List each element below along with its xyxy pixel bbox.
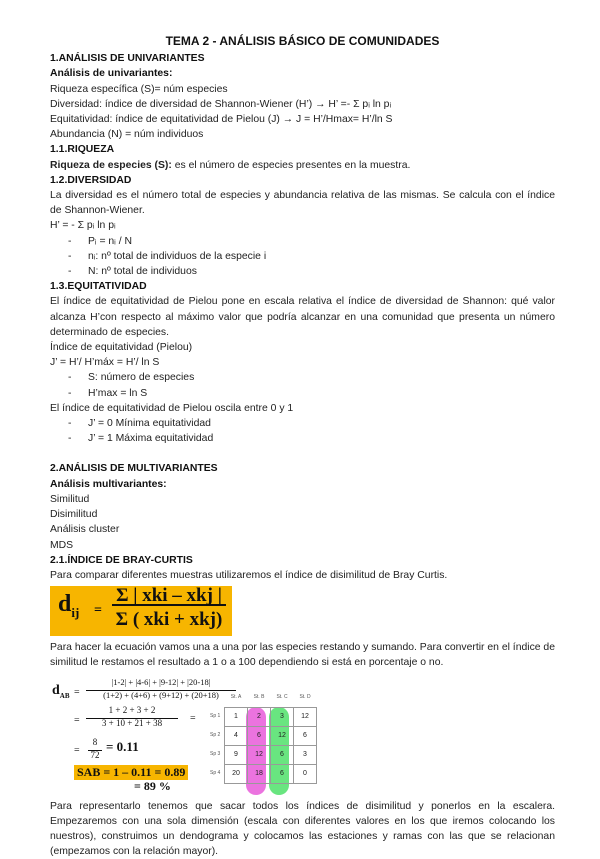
univariantes-line: Riqueza específica (S)= núm especies [50, 83, 228, 95]
section-heading-riqueza: 1.1.RIQUEZA [50, 144, 115, 156]
calc-eq: = [190, 712, 196, 724]
table-header: St. D [299, 693, 311, 700]
table-cell: 18 [248, 764, 271, 783]
table-row: Sp 4 20 18 6 0 [210, 764, 317, 783]
section-heading-equitatividad: 1.3.EQUITATIVIDAD [50, 281, 147, 293]
diversidad-paragraph: La diversidad es el número total de especies y abundancia relativa de las mismas. Se calcula con el índice de Shannon-Wiener. [50, 190, 555, 217]
formula-d: $d_{ij}$ [58, 591, 80, 620]
table-cell: 4 [225, 726, 248, 745]
table-header: St. A [230, 693, 242, 700]
table-cell: 3 [271, 707, 294, 726]
document-page [50, 34, 555, 859]
table-cell: 6 [294, 726, 317, 745]
table-cell: 2 [248, 707, 271, 726]
section-heading-multivariantes: 2.ANÁLISIS DE MULTIVARIANTES [50, 463, 218, 475]
multivariantes-line: Análisis cluster [50, 524, 120, 536]
formula-numerator: Σ | xki – xkj | [112, 588, 226, 606]
univariantes-line: Equitatividad: índice de equitatividad de Pielou (J) → J = H’/Hmax= H’/ln S [50, 114, 393, 126]
pielou-range-text: El índice de equitatividad de Pielou oscila entre 0 y 1 [50, 402, 294, 414]
multivariantes-line: Disimilitud [50, 509, 98, 521]
pielou-range-item: - J’ = 0 Mínima equitatividad [50, 416, 555, 431]
diversidad-item: - nᵢ: nº total de individuos de la especie i [50, 249, 555, 264]
calc-percentage: = 89 % [134, 778, 171, 793]
bray-curtis-intro: Para comparar diferentes muestras utilizaremos el índice de disimilitud de Bray Curtis. [50, 569, 448, 581]
calc-eq: = [74, 714, 80, 726]
table-cell: 1 [225, 707, 248, 726]
riqueza-lead: Riqueza de especies (S): [50, 159, 172, 171]
calc-step1-numerator: |1-2| + |4-6| + |9-12| + |20-18| [86, 675, 236, 691]
calc-similarity: SAB = 1 – 0.11 = 0.89 [74, 765, 188, 780]
equitatividad-paragraph: El índice de equitatividad de Pielou pone en escala relativa el índice de diversidad de Shannon: qué valor alcanza H’con respecto al máximo valor que podría alcanzar en una comunidad que presenta un número determinado de especies. [50, 296, 555, 338]
table-cell: 20 [225, 764, 248, 783]
calc-step3-numerator: 8 [88, 735, 102, 751]
table-row: Sp 3 9 12 6 3 [210, 745, 317, 764]
riqueza-text: es el número de especies presentes en la muestra. [171, 159, 411, 171]
pielou-item: - H’max = ln S [50, 386, 555, 401]
section-heading-diversidad: 1.2.DIVERSIDAD [50, 174, 132, 186]
section-heading-bray-curtis: 2.1.ÍNDICE DE BRAY-CURTIS [50, 554, 193, 566]
calc-dab: $d_{AB}$ [52, 682, 70, 700]
multivariantes-line: Similitud [50, 493, 90, 505]
diversidad-item: - Pᵢ = nᵢ / N [50, 234, 555, 249]
shannon-formula: H’ = - Σ pᵢ ln pᵢ [50, 220, 116, 232]
univariantes-line: Abundancia (N) = núm individuos [50, 129, 204, 141]
multivariantes-line: MDS [50, 539, 74, 551]
calc-step2-numerator: 1 + 2 + 3 + 2 [86, 703, 178, 719]
table-cell: 12 [248, 745, 271, 764]
pielou-item: - S: número de especies [50, 370, 555, 385]
table-header: St. B [253, 693, 265, 700]
table-cell: 9 [225, 745, 248, 764]
pielou-formula: J’ = H’/ H’máx = H’/ ln S [50, 357, 160, 369]
table-header: St. C [276, 693, 288, 700]
page-title: TEMA 2 - ANÁLISIS BÁSICO DE COMUNIDADES [165, 34, 440, 48]
table-row: Sp 2 4 6 12 6 [210, 726, 317, 745]
table-cell: 6 [271, 745, 294, 764]
table-cell: 12 [271, 726, 294, 745]
univariantes-line: Diversidad: índice de diversidad de Shannon-Wiener (H’) → H’ =- Σ pᵢ ln pᵢ [50, 98, 392, 110]
table-cell: 0 [294, 764, 317, 783]
pielou-range-item: - J’ = 1 Máxima equitatividad [50, 431, 555, 446]
bray-curtis-explanation: Para hacer la ecuación vamos una a una por las especies restando y sumando. Para convertir en el índice de similitud le restamos el resultado a 1 o a 100 dependiendo si está en porcentaje o no. [50, 642, 555, 669]
subheading-univariantes: Análisis de univariantes: [50, 68, 173, 80]
species-station-table [210, 689, 410, 795]
calc-eq: = [74, 744, 80, 756]
diversidad-item: - N: nº total de individuos [50, 264, 555, 279]
table-cell: 12 [294, 707, 317, 726]
calc-step1-denominator: (1+2) + (4+6) + (9+12) + (20+18) [103, 689, 219, 700]
calc-step3-result: = 0.11 [106, 738, 139, 754]
table-cell: 3 [294, 745, 317, 764]
formula-equals: = [94, 603, 102, 619]
riqueza-paragraph [50, 158, 555, 173]
table-cell: 6 [248, 726, 271, 745]
closing-paragraph: Para representarlo tenemos que sacar todos los índices de disimilitud y ponerlos en la escalera. Empezaremos con una sola dimensión (escala con diferentes valores en los que iremos colocando los nuestros), construimos un dendograma y colocamos las estaciones y ramas con las que se relacionan (empezamos con la relación mayor). [50, 800, 555, 858]
calc-step2-denominator: 3 + 10 + 21 + 38 [101, 717, 163, 728]
spacer [50, 446, 555, 461]
calc-step3-denominator: 72 [90, 749, 100, 760]
table-cell: 6 [271, 764, 294, 783]
section-heading-univariantes: 1.ANÁLISIS DE UNIVARIANTES [50, 53, 205, 65]
calc-eq: = [74, 686, 80, 698]
table-row: Sp 1 1 2 3 12 [210, 707, 317, 726]
subheading-multivariantes: Análisis multivariantes: [50, 478, 167, 490]
worked-example [50, 673, 555, 793]
pielou-label: Índice de equitatividad (Pielou) [50, 342, 193, 354]
bray-curtis-formula [50, 586, 232, 636]
formula-denominator: Σ ( xki + xkj) [115, 609, 223, 631]
